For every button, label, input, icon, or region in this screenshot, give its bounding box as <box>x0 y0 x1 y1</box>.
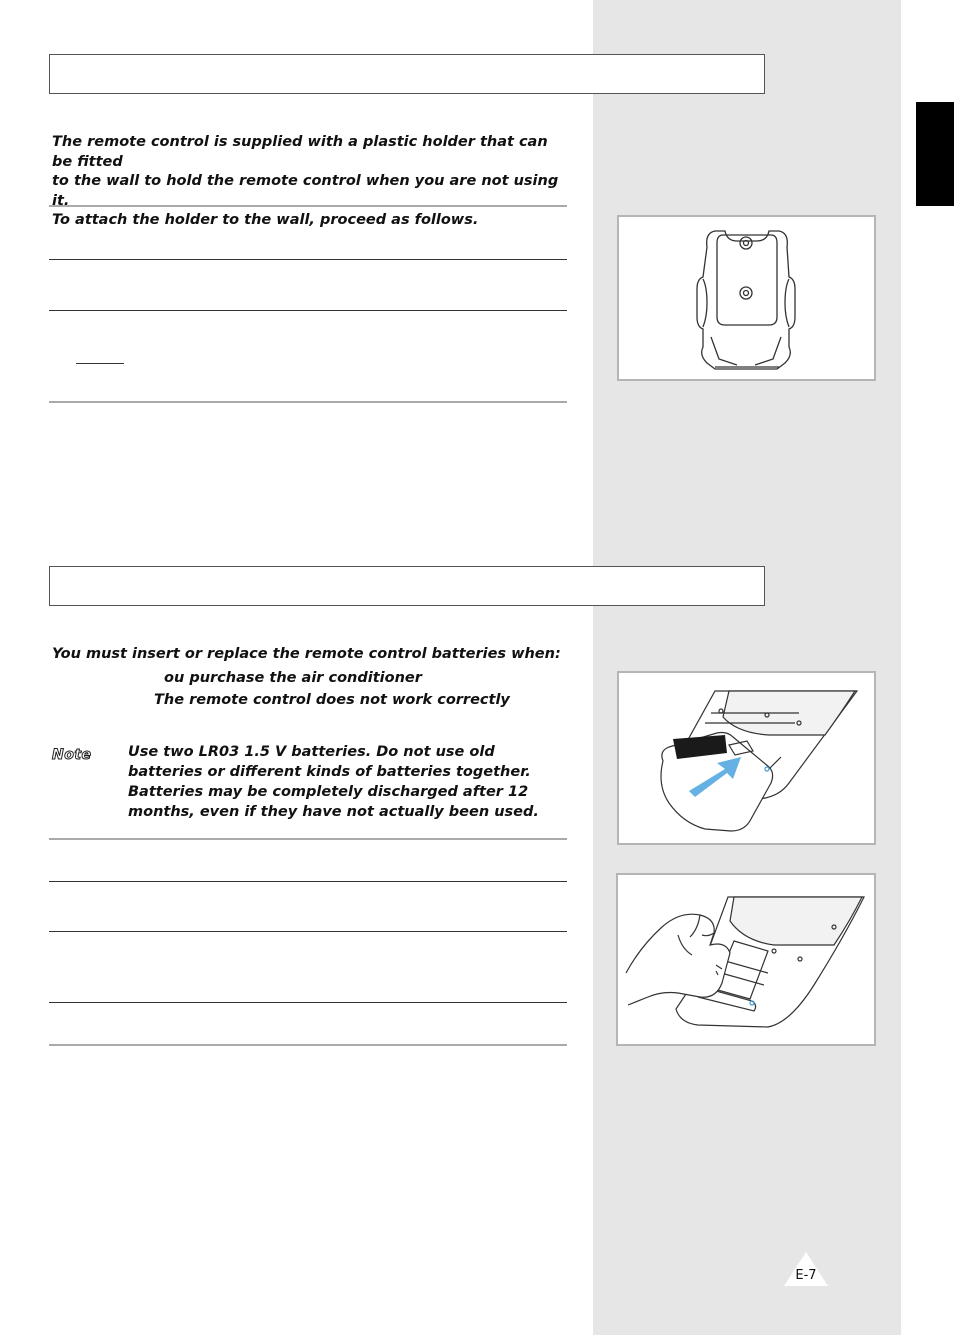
divider <box>49 838 567 840</box>
batteries-section-header <box>49 566 765 606</box>
sidebar-panel <box>593 0 901 1335</box>
divider <box>49 931 567 932</box>
divider <box>49 881 567 882</box>
divider <box>49 259 567 260</box>
section-tab <box>916 102 954 206</box>
batteries-intro: You must insert or replace the remote control batteries when: <box>52 646 561 662</box>
page-number-badge <box>784 1252 828 1286</box>
underline-mark <box>76 363 124 364</box>
battery-condition-2: The remote control does not work correctly <box>154 692 510 708</box>
battery-cover-drawing <box>619 673 874 843</box>
divider <box>49 310 567 311</box>
holder-intro <box>52 133 572 231</box>
holder-intro-line-2: to the wall to hold the remote control when you are not using it. <box>52 173 559 209</box>
divider <box>49 401 567 403</box>
divider <box>49 1002 567 1003</box>
note-text: Use two LR03 1.5 V batteries. Do not use old batteries or different kinds of batteries together. Batteries may be completely discharged after 12 months, even if they have not actually been used. <box>128 744 539 820</box>
divider <box>49 205 567 207</box>
battery-insert-drawing <box>618 875 874 1044</box>
holder-illustration <box>617 215 876 381</box>
holder-intro-line-1: The remote control is supplied with a plastic holder that can be fitted <box>52 134 548 170</box>
holder-intro-line-3: To attach the holder to the wall, proceed as follows. <box>52 212 479 228</box>
note-label: Note <box>52 747 92 763</box>
divider <box>49 1044 567 1046</box>
page-number: E-7 <box>795 1268 817 1283</box>
battery-insert-illustration <box>616 873 876 1046</box>
battery-condition-1: ou purchase the air conditioner <box>164 670 422 686</box>
holder-section-header <box>49 54 765 94</box>
battery-cover-illustration <box>617 671 876 845</box>
remote-holder-drawing <box>619 217 874 379</box>
